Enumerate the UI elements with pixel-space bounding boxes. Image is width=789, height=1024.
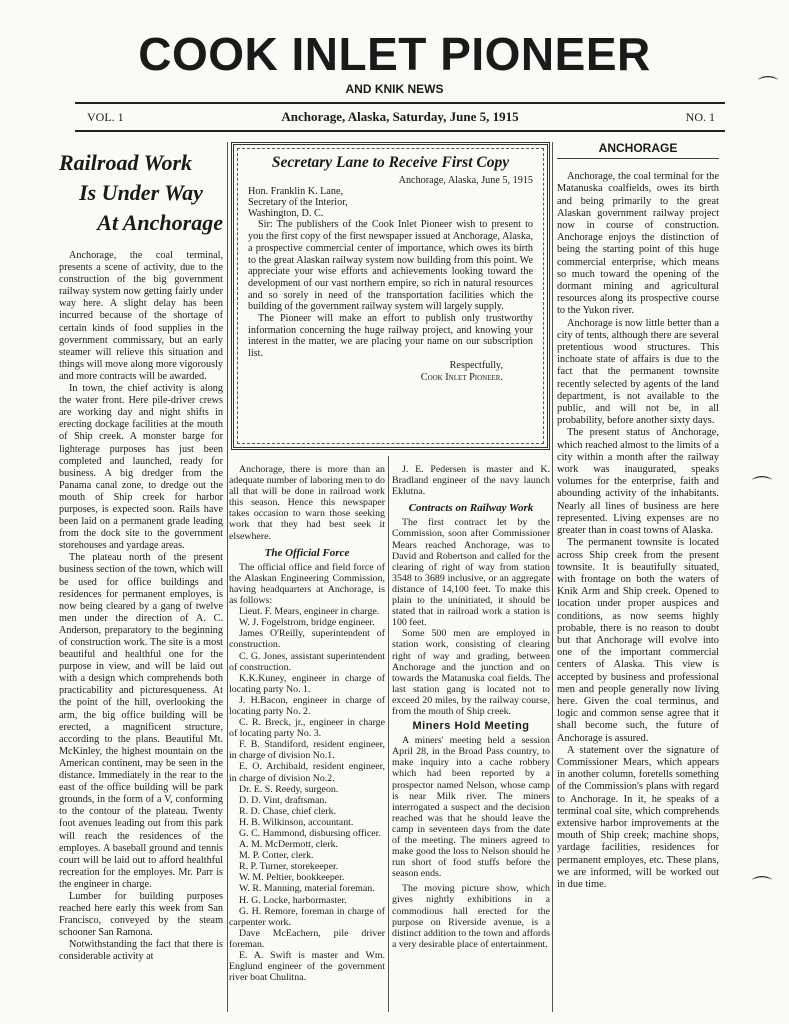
headline-line: Is Under Way [79, 180, 203, 205]
staff-entry: James O'Reilly, superintendent of construction. [229, 628, 385, 651]
staff-entry: C. R. Breck, jr., engineer in charge of locating party No. 3. [229, 717, 385, 740]
story-paragraph: The present status of Anchorage, which reached almost to the limits of a city within a month after the railway work was inaugurated, speaks volumes for the enterprise, faith and abounding activity of the inhabitants. Nearly all lines of business are here represented. Living expenses are no greater than in coast towns of Alaska. [557, 427, 719, 537]
story-paragraph: The moving picture show, which gives nightly exhibitions in a commodious hall erected for the purpose on Riverside avenue, is a distinct addition to the town and affords a very desirable place of entertainment. [392, 883, 550, 950]
staff-entry: R. D. Chase, chief clerk. [239, 805, 337, 817]
volume-label: VOL. 1 [87, 110, 124, 124]
section-heading: Miners Hold Meeting [412, 720, 530, 733]
letter-address [248, 186, 533, 219]
staff-entry: H. G. Locke, harbormaster. [239, 894, 347, 906]
letter-box [231, 142, 550, 450]
staff-entry: D. D. Vint, draftsman. [239, 794, 327, 806]
column-anchorage [557, 142, 719, 891]
staff-entry: M. P. Cotter, clerk. [239, 850, 314, 862]
story-paragraph: Some 500 men are employed in station work, consisting of clearing right of way and grading, between Anchorage and the junction and on towards the Matanuska coal fields. The last station gang is located not to exceed 20 miles, by the railway course, from the mouth of Ship creek. [392, 628, 550, 717]
lead-headline [59, 148, 223, 238]
story-paragraph: The official office and field force of the Alaskan Engineering Commission, having headquarters at Anchorage, is as follows: [229, 561, 385, 607]
letter-title: Secretary Lane to Receive First Copy [271, 154, 510, 171]
staff-entry: Dr. E. S. Reedy, surgeon. [239, 783, 339, 795]
staff-list [229, 606, 385, 983]
story-paragraph: In town, the chief activity is along the water front. Here pile-driver crews are working day and night shifts in erecting dockage facilities at the mouth of Ship creek. A monster barge for lighterage purposes has just been completed and launched, ready for business. A big dredger from the Panama canal zone, to dredge out the mouth of Ship creek for harbor purposes, is expected soon. Rails have been laid on a permanent grade leading from the dock site to the government storehouses and yardage areas. [59, 383, 223, 552]
address-line: Secretary of the Interior, [248, 197, 348, 209]
story-paragraph: Anchorage, there is more than an adequate number of laboring men to do all that will be done in railroad work this season. Hence this newspaper takes occasion to warn those seeking work that they had best seek it elsewhere. [229, 464, 385, 542]
headline-line: At Anchorage [97, 210, 223, 235]
address-line: Washington, D. C. [248, 208, 324, 220]
binding-mark-icon: ⌒ [752, 474, 772, 498]
column-rule [552, 142, 553, 1012]
dateline [75, 102, 725, 132]
binding-mark-icon: ⌒ [758, 74, 778, 98]
column-contracts [392, 464, 550, 950]
newspaper-subtitle: AND KNIK NEWS [345, 82, 444, 96]
column-rule [227, 142, 228, 1012]
story-paragraph: Notwithstanding the fact that there is considerable activity at [59, 939, 223, 963]
staff-entry: C. G. Jones, assistant superintendent of construction. [229, 650, 385, 673]
section-heading: Contracts on Railway Work [408, 502, 534, 515]
issue-number: NO. 1 [685, 110, 715, 124]
staff-entry: R. P. Turner, storekeeper. [239, 861, 339, 873]
letter-place-date: Anchorage, Alaska, June 5, 1915 [398, 174, 533, 186]
lead-story [59, 148, 223, 964]
story-paragraph: Anchorage, the coal terminal for the Matanuska coalfields, owes its birth and being primarily to the great Alaskan government railway project now in course of construction. Anchorage enjoys the distinction of being the starting point of this huge commercial enterprise, which means so much toward the opening of the dormant mining and agricultural resources along its prospective course to the Yukon river. [557, 171, 719, 317]
story-paragraph: J. E. Pedersen is master and K. Bradland engineer of the navy launch Eklutna. [392, 464, 550, 498]
section-heading: ANCHORAGE [557, 142, 719, 159]
story-paragraph: Anchorage is now little better than a city of tents, although there are several pretentious wood structures. This inchoate state of affairs is due to the fact that the permanent townsite recently selected by agents of the land department, is not available to the public, and will not be, in all probability, before another sixty days. [557, 317, 719, 427]
masthead [0, 30, 789, 96]
staff-entry: G. H. Remore, foreman in charge of carpenter work. [229, 905, 385, 928]
staff-entry: H. B. Wilkinson, accountant. [239, 816, 354, 828]
column-official-force [229, 464, 385, 983]
staff-entry: W. J. Fogelstrom, bridge engineer. [239, 617, 375, 629]
story-paragraph: The plateau north of the present business section of the town, which will be used for office buildings and residences for permanent employes, is now being cleared by a gang of twelve men under the direction of A. C. Anderson, preparatory to the beginning of construction work. The site is a most beautiful and healthful one for the purpose in view, and will be laid out with a design which comprehends both practicability and picturesqueness. At the point of the hill, overlooking the arm, the big office building will be erected, a magnificent structure, according to the plans. Beautiful Mt. McKinley, the highest mountain on the American continent, may be seen in the distance. Immediately in the rear to the east of the office building will be park grounds, in the form of a V, conforming to the contour of the plateau. Twenty foot avenues leading out from this park will reach the residences of the employes. A baseball ground and tennis court will be laid out to afford healthful recreation for the employes. Mr. Parr is the engineer in charge. [59, 552, 223, 890]
address-line: Hon. Franklin K. Lane, [248, 186, 344, 198]
letter-closing: Respectfully, [449, 359, 503, 371]
story-paragraph: Anchorage, the coal terminal, presents a scene of activity, due to the construction of the big government railway system now getting fairly under way here. A slight delay has been incurred because of the shortage of certain kinds of food supplies in the government commissary, but an early steamer will relieve this situation and things will move along more vigorously and more contracts will be awarded. [59, 250, 223, 382]
staff-entry: W. M. Peltier, bookkeeper. [239, 872, 345, 884]
staff-entry: F. B. Standiford, resident engineer, in charge of division No.1. [229, 739, 385, 762]
letter-paragraph: Sir: The publishers of the Cook Inlet Pioneer wish to present to you the first copy of the first newspaper issued at Anchorage, Alaska, a prospective commercial center of importance, which owes its birth to the great Alaskan railway system now building from this point. We appreciate your wise efforts and achievements looking toward the development of our vast northern empire, so rich in natural resources and so sorely in need of the transportation facilities which the building of the government railway system will largely supply. [248, 219, 533, 313]
story-paragraph: The first contract let by the Commission, soon after Commissioner Mears reached Anchorage, was to David and Robertson and called for the clearing of right of way from station 3548 to 3689 inclusive, or an aggregate distance of 14,100 feet. To make this plain to the uninitiated, it should be stated that in railroad work a station is 100 feet. [392, 517, 550, 629]
headline-line: Railroad Work [59, 150, 193, 175]
letter-paragraph: The Pioneer will make an effort to publish only trustworthy information concerning the huge railway project, and knowing your interest in the matter, we are placing your name on our subscription list. [248, 313, 533, 360]
story-paragraph: The permanent townsite is located across Ship creek from the present townsite. It is beautifully situated, with frontage on both the waters of Knik Arm and Ship creek. Opened to location under proper auspices and conditions, as now seems highly probable, there is no reason to doubt but that Anchorage will evolve into one of the important commercial centers of Alaska. This view is accepted by business and professional men and people generally now living here. Given the coal terminus, and logic and common sense agree that it shall become such, the future of Anchorage is assured. [557, 537, 719, 744]
staff-entry: G. C. Hammond, disbursing officer. [239, 828, 381, 839]
issue-date: Anchorage, Alaska, Saturday, June 5, 1915 [281, 109, 519, 124]
column-rule [388, 456, 389, 1012]
staff-entry: J. H.Bacon, engineer in charge of locating party No. 2. [229, 694, 385, 717]
newspaper-title: COOK INLET PIONEER [138, 28, 651, 80]
staff-entry: W. R. Manning, material foreman. [239, 883, 375, 895]
story-paragraph: Lumber for building purposes reached here early this week from San Francisco, conveyed by the steam schooner San Ramona. [59, 890, 223, 939]
binding-mark-icon: ⌒ [752, 874, 772, 898]
story-paragraph: A statement over the signature of Commissioner Mears, which appears in another column, foretells something of the Commission's plans with regard to Anchorage. In it, he speaks of a terminal coal site, which comprehends extensive harbor improvements at the mouth of Ship creek; machine shops, yardage facilities, residences for permanent employes, etc. These plans, we are informed, will be worked out in due time. [557, 744, 719, 890]
staff-entry: A. M. McDermott, clerk. [239, 839, 339, 851]
staff-entry: E. O. Archibald, resident engineer, in charge of division No.2. [229, 761, 385, 784]
staff-entry: Dave McEachern, pile driver foreman. [229, 927, 385, 950]
staff-entry: E. A. Swift is master and Wm. Englund engineer of the government river boat Chulitna. [229, 950, 385, 984]
staff-entry: K.K.Kuney, engineer in charge of locating party No. 1. [229, 672, 385, 695]
section-heading: The Official Force [264, 546, 350, 559]
staff-entry: Lieut. F. Mears, engineer in charge. [239, 606, 380, 618]
letter-signature: Cook Inlet Pioneer. [420, 371, 503, 383]
story-paragraph: A miners' meeting held a session April 28, in the Broad Pass country, to make inquiry into a cache robbery which had been reported by a prospector named Nelson, whose camp is near Milk river. The miners interrogated a suspect and the decision reached was that he should leave the camp in seventeen days from the date of the meeting. The miners agreed to make good the loss to Nelson should he run short of food stuffs before the season ends. [392, 735, 550, 880]
